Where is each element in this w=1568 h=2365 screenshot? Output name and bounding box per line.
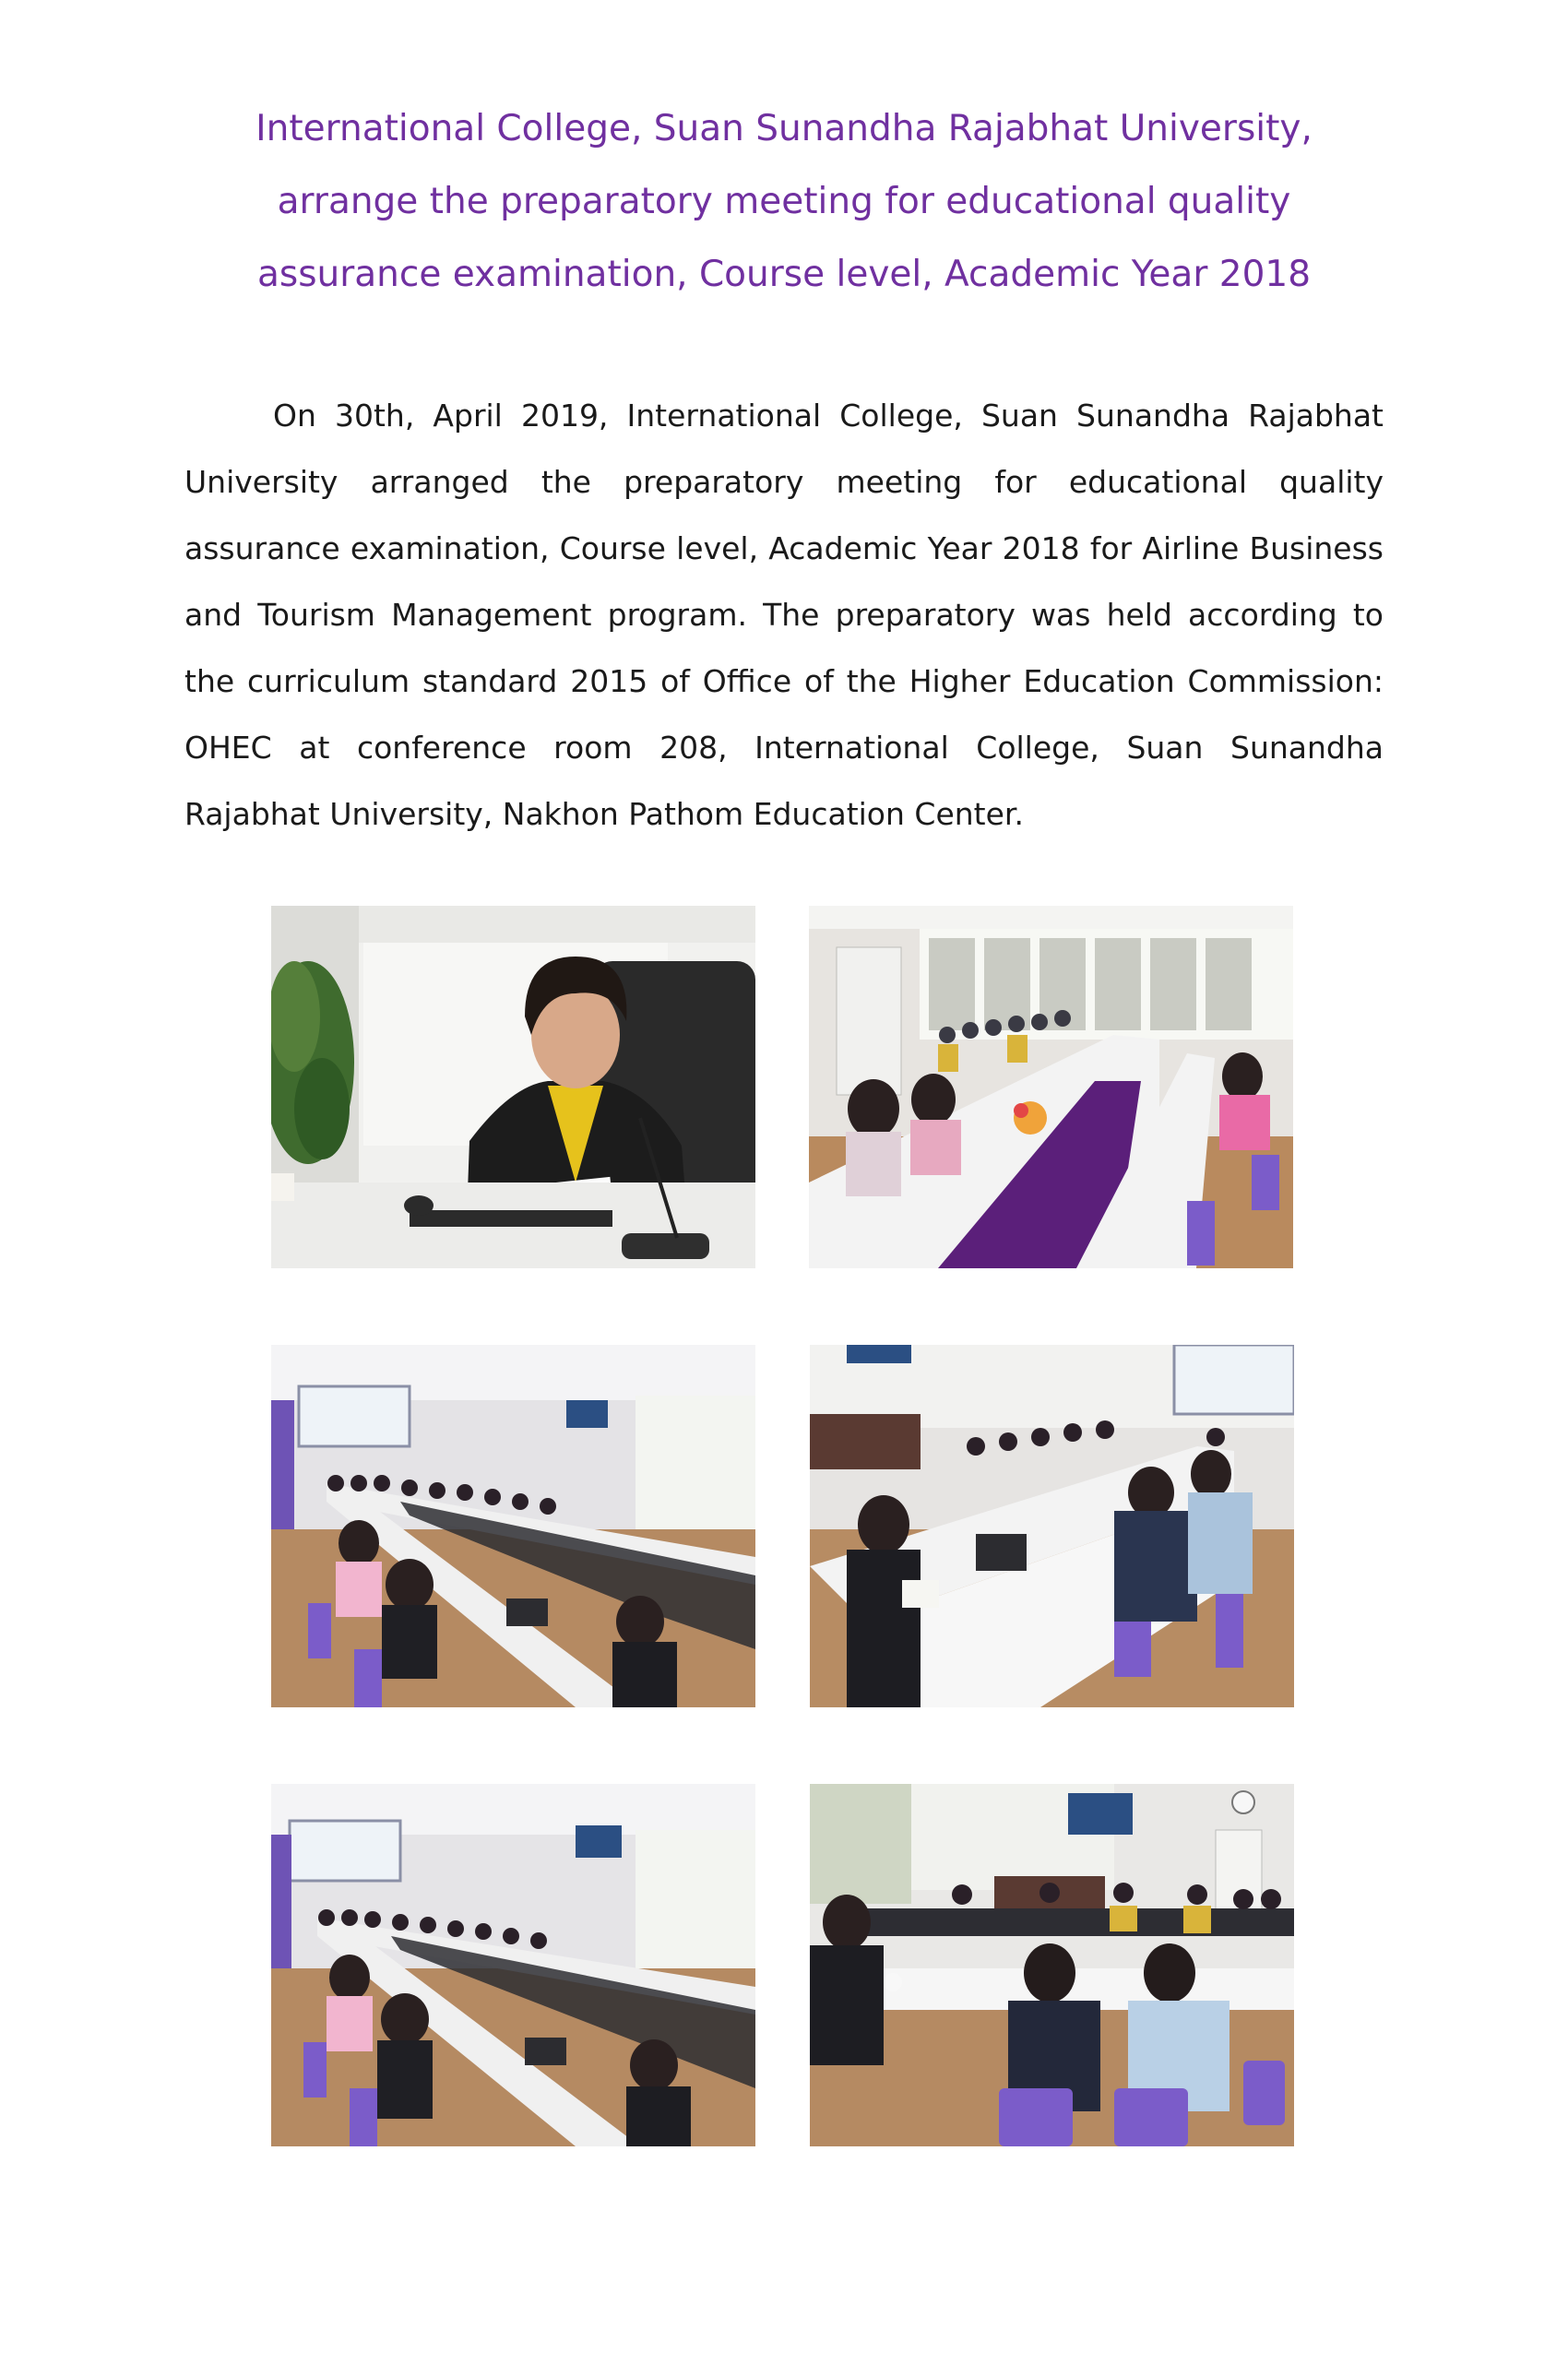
body-paragraph: On 30th, April 2019, International College, Suan Sunandha Rajabhat University arranged the preparatory meeting for educational quality assurance examination, Course level, Academic Year 2018 for Airline Business and Tourism Management program. The preparatory was held according to the curriculum standard 2015 of Office of the Higher Education Commission: OHEC at conference room 208, International College, Suan Sunandha Rajabhat University, Nakhon Pathom Education Center. bbox=[184, 398, 1384, 832]
title-line-1: International College, Suan Sunandha Rajabhat University, bbox=[255, 108, 1313, 149]
title-line-2: arrange the preparatory meeting for educational quality bbox=[277, 181, 1291, 222]
photo-chairperson bbox=[271, 906, 755, 1268]
photo-reviewing-documents bbox=[810, 1345, 1294, 1707]
document-title bbox=[184, 92, 1384, 311]
photo-meeting-u-shape bbox=[271, 1345, 755, 1707]
photo-committee-table bbox=[810, 1784, 1294, 2146]
photo-meeting-u-shape-wide bbox=[271, 1784, 755, 2146]
photo-meeting-long-table bbox=[809, 906, 1293, 1268]
title-line-3: assurance examination, Course level, Academic Year 2018 bbox=[256, 254, 1312, 295]
